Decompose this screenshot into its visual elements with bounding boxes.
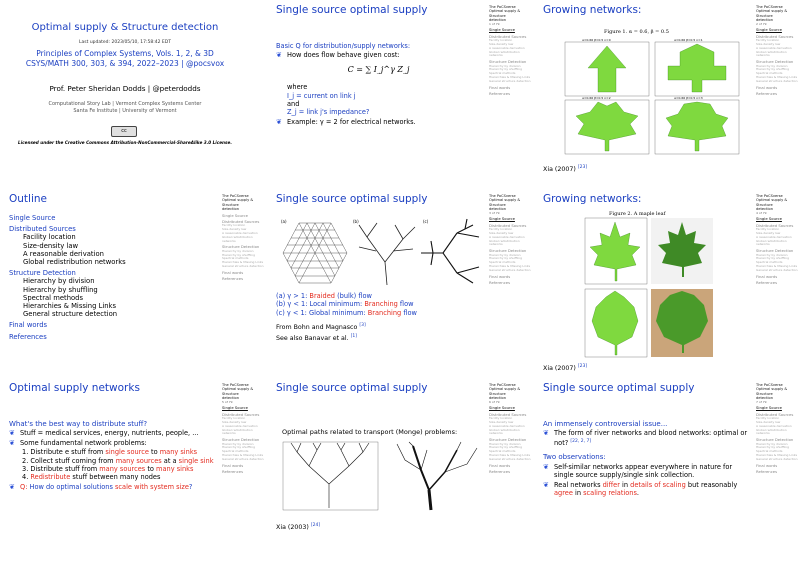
sidebar-section-link[interactable]: Final words — [489, 84, 511, 90]
sidebar-subsection-link[interactable]: Size-density law — [756, 420, 781, 425]
sidebar-section-link[interactable]: Final words — [489, 273, 511, 279]
slide-heading: Optimal supply networks — [9, 382, 140, 394]
slide-outline[interactable] — [0, 189, 266, 377]
ref-link[interactable]: [24] — [310, 523, 321, 528]
slide-title[interactable] — [0, 0, 266, 188]
problem-4: 4. Redistribute stuff between many nodes — [22, 473, 161, 482]
figure-caption: Figure 2. A maple leaf — [609, 211, 666, 217]
sidebar-subsection-link[interactable]: Global redistribution networks — [756, 238, 787, 247]
sidebar-subsection-link[interactable]: Hierarchy by division — [489, 63, 521, 68]
ref-link[interactable]: [1] — [350, 333, 358, 339]
sidebar-section-link[interactable]: Structure Detection — [756, 437, 794, 443]
sidebar-header: Optimal supply & — [756, 387, 788, 392]
sidebar-section-link[interactable]: Structure Detection — [756, 59, 794, 65]
figure-label: (c) — [423, 219, 429, 224]
sidebar-subsection-link[interactable]: General structure detection — [222, 264, 264, 269]
slide-heading: Growing networks: — [543, 4, 642, 16]
bullet: ❦ Stuff = medical services, energy, nutrients, people, ... — [9, 429, 199, 438]
slide-single-source-1[interactable] — [267, 0, 533, 188]
panel-label: α=0.66 β=0.5 n=0 — [582, 38, 611, 42]
sidebar-section-link[interactable]: Distributed Sources — [222, 219, 260, 225]
sidebar-section-link[interactable]: Final words — [222, 462, 244, 468]
sidebar-subsection-link[interactable]: Hierarchy by division — [756, 441, 788, 446]
sidebar-subsection-link[interactable]: Facility location — [489, 38, 513, 43]
figure-caption: Optimal paths related to transport (Monge) problems: — [282, 428, 458, 436]
cc-logo: cc — [111, 126, 137, 137]
maple-leaf-figure — [584, 217, 714, 359]
ref-link[interactable]: [23] — [577, 364, 588, 369]
panel-3 — [565, 100, 649, 154]
heading-controversy: An immensely controversial issue... — [543, 420, 668, 428]
sidebar-section-link[interactable]: Single Source — [756, 405, 782, 411]
sidebar-header: Optimal supply & — [222, 198, 254, 203]
pocs-bullet-icon: ❦ — [9, 438, 15, 447]
sidebar-section-link[interactable]: References — [489, 91, 511, 97]
sidebar-subsection-link[interactable]: Hierarchy by shuffling — [222, 445, 255, 450]
sidebar-header: The PoCSverse — [489, 194, 516, 198]
sidebar-section-link[interactable]: Distributed Sources — [222, 411, 260, 417]
sidebar-section-link[interactable]: Single Source — [756, 216, 782, 222]
slide-heading: Single source optimal supply — [276, 4, 428, 16]
sidebar-subsection-link[interactable]: General structure detection — [756, 267, 798, 272]
sidebar-subsection-link[interactable]: Spectral methods — [756, 71, 783, 76]
sidebar-section-link[interactable]: References — [489, 280, 511, 286]
license-text: Licensed under the Creative Commons Attribution-NonCommercial-ShareAlike 3.0 License. — [18, 140, 232, 145]
pocs-bullet-icon: ❦ — [9, 429, 15, 438]
slide-heading: Outline — [9, 193, 47, 205]
bullet: ❦ How does flow behave given cost: — [276, 51, 400, 60]
sidebar-section-link[interactable]: References — [756, 280, 778, 286]
sidebar-subsection-link[interactable]: A reasonable derivation — [756, 45, 792, 50]
nav-sidebar — [756, 194, 799, 285]
braided-flow — [283, 223, 347, 283]
ref-link[interactable]: [23] — [577, 165, 588, 170]
sidebar-section-link[interactable]: Structure Detection — [222, 244, 260, 250]
sidebar-header: The PoCSverse — [756, 5, 783, 9]
last-updated: Last updated: 2023/05/10, 17:58:42 EDT — [79, 40, 171, 45]
sidebar-subsection-link[interactable]: General structure detection — [489, 456, 531, 461]
outline-section-link[interactable]: Structure Detection — [9, 269, 76, 278]
sidebar-header: Structure — [489, 13, 506, 18]
nav-sidebar — [222, 383, 265, 474]
sidebar-subsection-link[interactable]: Global redistribution networks — [222, 234, 253, 243]
sidebar-subsection-link[interactable]: Hierarchy by shuffling — [489, 256, 522, 261]
sidebar-subsection-link[interactable]: Hierarchies & Missing Links — [489, 264, 531, 269]
sidebar-subsection-link[interactable]: Hierarchy by shuffling — [489, 67, 522, 72]
sidebar-subsection-link[interactable]: A reasonable derivation — [222, 423, 258, 428]
sidebar-header: detection — [222, 396, 239, 401]
sidebar-section-link[interactable]: Single Source — [489, 216, 515, 222]
sidebar-subsection-link[interactable]: Facility location — [756, 38, 780, 43]
sidebar-header: Structure — [756, 13, 773, 18]
sidebar-subsection-link[interactable]: Hierarchy by shuffling — [756, 445, 789, 450]
sidebar-section-link[interactable]: Distributed Sources — [489, 222, 527, 228]
sidebar-subsection-link[interactable]: Global redistribution networks — [489, 238, 520, 247]
sidebar-subsection-link[interactable]: Size-density law — [756, 42, 781, 47]
sidebar-subsection-link[interactable]: Size-density law — [222, 227, 247, 232]
sidebar-section-link[interactable]: Single Source — [222, 405, 248, 411]
sidebar-section-link[interactable]: Final words — [222, 269, 244, 275]
sidebar-section-link[interactable]: Structure Detection — [489, 248, 527, 254]
bullet: ❦ The form of river networks and blood networks: optimal or not? [22, 2, 7] — [543, 429, 748, 447]
pocs-bullet-icon: ❦ — [543, 429, 549, 438]
nav-sidebar — [489, 5, 532, 96]
sidebar-subsection-link[interactable]: Hierarchy by shuffling — [222, 252, 255, 257]
bullet: ❦ Self-similar networks appear everywhere in nature for single source supply/single sink collection. — [543, 462, 733, 480]
figure-label: (a) — [281, 219, 287, 224]
sidebar-header: Structure — [489, 391, 506, 396]
figure-caption: Figure 1. α = 0.6, β = 0.5 — [604, 29, 669, 35]
slide-heading: Single source optimal supply — [276, 193, 428, 205]
sidebar-subsection-link[interactable]: Size-density law — [489, 420, 514, 425]
sidebar-subsection-link[interactable]: Hierarchy by shuffling — [489, 445, 522, 450]
sidebar-header: The PoCSverse — [489, 383, 516, 387]
sidebar-header: detection — [489, 18, 506, 23]
panel-label: α=0.66 β=0.5 n=1 — [674, 38, 703, 42]
sidebar-header: Structure — [222, 202, 239, 207]
page-number: 7 of 79 — [756, 399, 767, 404]
sidebar-subsection-link[interactable]: General structure detection — [489, 267, 531, 272]
sidebar-header: The PoCSverse — [222, 383, 249, 387]
sidebar-header: Optimal supply & — [489, 198, 521, 203]
simulated-leaf — [585, 289, 647, 357]
sidebar-subsection-link[interactable]: Global redistribution networks — [756, 49, 787, 58]
sidebar-subsection-link[interactable]: A reasonable derivation — [756, 234, 792, 239]
sidebar-subsection-link[interactable]: Global redistribution networks — [489, 427, 520, 436]
sidebar-subsection-link[interactable]: Spectral methods — [489, 449, 516, 454]
ref-link[interactable]: [3] — [359, 323, 366, 329]
bullet: ❦ Q: How do optimal solutions scale with system size? — [9, 482, 193, 491]
page-number: 6 of 79 — [489, 399, 500, 404]
sidebar-section-link[interactable]: References — [756, 91, 778, 97]
sidebar-header: The PoCSverse — [756, 383, 783, 387]
sidebar-section-link[interactable]: Distributed Sources — [756, 33, 794, 39]
sidebar-section-link[interactable]: References — [489, 469, 511, 475]
sidebar-section-link[interactable]: References — [222, 276, 244, 282]
flow-line-b: (b) γ < 1: Local minimum: Branching flow — [276, 300, 414, 309]
panel-label: α=0.66 β=0.5 n=2 — [582, 96, 611, 100]
problem-1: 1. Distribute e stuff from single source to many sinks — [22, 448, 198, 457]
bullet: ❦ Some fundamental network problems: — [9, 438, 147, 447]
sidebar-header: detection — [489, 207, 506, 212]
panel-1 — [565, 42, 649, 96]
sidebar-subsection-link[interactable]: Hierarchies & Missing Links — [489, 453, 531, 458]
sidebar-subsection-link[interactable]: Hierarchy by division — [756, 63, 788, 68]
flow-line-a: (a) γ > 1: Braided (bulk) flow — [276, 292, 372, 300]
sidebar-subsection-link[interactable]: Spectral methods — [489, 71, 516, 76]
outline-subsection-link[interactable]: Facility location — [23, 233, 76, 242]
slide-heading: Single source optimal supply — [276, 382, 428, 394]
sidebar-subsection-link[interactable]: Hierarchies & Missing Links — [756, 453, 798, 458]
course-info: Principles of Complex Systems, Vols. 1, 2, & 3D CSYS/MATH 300, 303, & 394, 2022–2023 | @pocsvox — [25, 49, 225, 68]
panel-4 — [655, 100, 739, 154]
outline-subsection-link[interactable]: Hierarchies & Missing Links — [23, 302, 117, 311]
heading-observations: Two observations: — [543, 453, 606, 462]
sidebar-header: Structure — [222, 391, 239, 396]
sidebar-section-link[interactable]: References — [756, 469, 778, 475]
and-text: and — [287, 100, 300, 109]
sidebar-subsection-link[interactable]: A reasonable derivation — [222, 231, 258, 236]
flow-line-c: (c) γ < 1: Global minimum: Branching flow — [276, 308, 417, 317]
sidebar-subsection-link[interactable]: Hierarchy by shuffling — [756, 67, 789, 72]
slide-heading: Single source optimal supply — [543, 382, 695, 394]
global-branching-flow — [421, 219, 479, 283]
leaf-photo — [651, 289, 713, 357]
nav-sidebar — [756, 5, 799, 96]
sidebar-subsection-link[interactable]: Facility location — [222, 223, 246, 228]
outline-subsection-link[interactable]: A reasonable derivation — [23, 249, 104, 258]
outline-list — [9, 211, 219, 341]
cost-formula: C = ∑ I_j^γ Z_j — [347, 64, 410, 74]
sidebar-subsection-link[interactable]: Hierarchy by division — [489, 441, 521, 446]
sidebar-subsection-link[interactable]: Facility location — [222, 416, 246, 421]
page-number: 3 of 79 — [489, 210, 500, 215]
pocs-bullet-icon: ❦ — [543, 462, 549, 471]
slide-heading: Growing networks: — [543, 193, 642, 205]
sidebar-subsection-link[interactable]: Spectral methods — [489, 260, 516, 265]
nav-sidebar — [489, 383, 532, 474]
sidebar-subsection-link[interactable]: General structure detection — [222, 456, 264, 461]
pocs-bullet-icon: ❦ — [9, 482, 15, 491]
slide-single-source-4[interactable] — [534, 378, 800, 566]
panel-label: α=0.66 β=0.5 n=3 — [674, 96, 703, 100]
outline-subsection-link[interactable]: Size-density law — [23, 241, 79, 250]
nav-sidebar — [222, 194, 265, 282]
sidebar-subsection-link[interactable]: Global redistribution networks — [756, 427, 787, 436]
sidebar-header: Optimal supply & — [489, 387, 521, 392]
sidebar-subsection-link[interactable]: Spectral methods — [222, 449, 249, 454]
problem-2: 2. Collect stuff coming from many sources at a single sink — [22, 456, 214, 465]
question: What's the best way to distribute stuff? — [9, 420, 148, 428]
citation: Xia (2003) [24] — [276, 523, 321, 532]
sidebar-subsection-link[interactable]: Facility location — [756, 416, 780, 421]
tree-growth-figure — [562, 36, 742, 158]
outline-subsection-link[interactable]: General structure detection — [23, 310, 118, 319]
flow-figure — [281, 217, 486, 289]
sidebar-section-link[interactable]: Final words — [489, 462, 511, 468]
sidebar-subsection-link[interactable]: Spectral methods — [756, 449, 783, 454]
deck-title: Optimal supply & Structure detection — [31, 22, 219, 33]
sidebar-header: Structure — [756, 391, 773, 396]
sidebar-section-link[interactable]: Single Source — [756, 27, 782, 33]
sidebar-subsection-link[interactable]: Facility location — [489, 227, 513, 232]
slide-single-source-3[interactable] — [267, 378, 533, 566]
sidebar-subsection-link[interactable]: Hierarchy by division — [222, 248, 254, 253]
outline-section-link[interactable]: Distributed Sources — [9, 225, 76, 234]
slide-single-source-2[interactable] — [267, 189, 533, 377]
sidebar-header: The PoCSverse — [489, 5, 516, 9]
sidebar-header: detection — [756, 396, 773, 401]
slide-growing-networks-2[interactable] — [534, 189, 800, 377]
sidebar-section-link[interactable]: Single Source — [489, 405, 515, 411]
sidebar-section-link[interactable]: Final words — [756, 462, 778, 468]
sidebar-subsection-link[interactable]: Spectral methods — [756, 260, 783, 265]
sidebar-section-link[interactable]: Distributed Sources — [489, 33, 527, 39]
sidebar-section-link[interactable]: Single Source — [222, 212, 248, 218]
simulated-maple-leaf — [585, 218, 647, 284]
sidebar-section-link[interactable]: Distributed Sources — [489, 411, 527, 417]
source-note: From Bohn and Magnasco [3] — [276, 323, 366, 332]
outline-section-link[interactable]: Single Source — [9, 214, 56, 222]
sidebar-subsection-link[interactable]: Hierarchies & Missing Links — [222, 260, 264, 265]
sidebar-subsection-link[interactable]: General structure detection — [489, 78, 531, 83]
sidebar-subsection-link[interactable]: A reasonable derivation — [489, 423, 525, 428]
sidebar-subsection-link[interactable]: Hierarchy by division — [489, 252, 521, 257]
sidebar-header: detection — [756, 207, 773, 212]
where-text: where — [287, 83, 308, 92]
slide-optimal-supply-networks[interactable] — [0, 378, 266, 566]
sidebar-subsection-link[interactable]: Global redistribution networks — [489, 49, 520, 58]
sidebar-header: Optimal supply & — [222, 387, 254, 392]
page-number: 5 of 79 — [222, 399, 233, 404]
sidebar-header: The PoCSverse — [756, 194, 783, 198]
asymmetric-tree — [397, 442, 477, 510]
sidebar-header: Structure — [756, 202, 773, 207]
current-def: I_j = current on link j — [287, 91, 356, 100]
maple-leaf-photo — [651, 218, 713, 284]
sidebar-subsection-link[interactable]: Hierarchy by division — [756, 252, 788, 257]
sidebar-section-link[interactable]: Structure Detection — [756, 248, 794, 254]
bullet: ❦ Example: γ = 2 for electrical networks. — [276, 117, 416, 126]
sidebar-section-link[interactable]: Structure Detection — [222, 437, 260, 443]
page-number: 4 of 79 — [756, 210, 767, 215]
symmetric-tree — [291, 443, 369, 508]
sidebar-header: detection — [222, 207, 239, 212]
sidebar-subsection-link[interactable]: Size-density law — [756, 231, 781, 236]
slide-growing-networks-1[interactable] — [534, 0, 800, 188]
sidebar-subsection-link[interactable]: Hierarchy by division — [222, 441, 254, 446]
bullet: ❦ Real networks differ in details of scaling but reasonably agree in scaling relations. — [543, 480, 738, 498]
sidebar-header: Structure — [489, 202, 506, 207]
problem-3: 3. Distribute stuff from many sources to many sinks — [22, 465, 194, 474]
nav-sidebar — [489, 194, 532, 285]
outline-section-link[interactable]: References — [9, 332, 47, 341]
sidebar-subsection-link[interactable]: Size-density law — [489, 231, 514, 236]
sidebar-header: Optimal supply & — [756, 9, 788, 14]
sidebar-subsection-link[interactable]: A reasonable derivation — [489, 234, 525, 239]
question: Basic Q for distribution/supply networks: — [276, 42, 411, 50]
sidebar-subsection-link[interactable]: Size-density law — [489, 42, 514, 47]
sidebar-subsection-link[interactable]: Facility location — [756, 227, 780, 232]
sidebar-subsection-link[interactable]: Hierarchies & Missing Links — [222, 453, 264, 458]
see-also-note: See also Banavar et al. [1] — [276, 333, 358, 342]
sidebar-header: Optimal supply & — [756, 198, 788, 203]
pocs-bullet-icon: ❦ — [543, 480, 549, 489]
sidebar-section-link[interactable]: Single Source — [489, 27, 515, 33]
sidebar-section-link[interactable]: Distributed Sources — [756, 222, 794, 228]
figure-label: (b) — [353, 219, 359, 224]
sidebar-subsection-link[interactable]: Hierarchies & Missing Links — [756, 264, 798, 269]
outline-subsection-link[interactable]: Hierarchy by shuffling — [23, 285, 98, 294]
monge-paths-figure — [281, 440, 481, 512]
citation: Xia (2007) [23] — [543, 364, 588, 373]
outline-subsection-link[interactable]: Spectral methods — [23, 293, 84, 302]
sidebar-section-link[interactable]: Final words — [756, 273, 778, 279]
sidebar-header: detection — [756, 18, 773, 23]
sidebar-subsection-link[interactable]: A reasonable derivation — [489, 45, 525, 50]
outline-section-link[interactable]: Final words — [9, 321, 48, 330]
sidebar-subsection-link[interactable]: Spectral methods — [222, 256, 249, 261]
impedance-def: Z_j = link j's impedance? — [287, 108, 370, 117]
sidebar-subsection-link[interactable]: Hierarchies & Missing Links — [489, 75, 531, 80]
page-number: 1 of 79 — [489, 21, 500, 26]
sidebar-section-link[interactable]: Final words — [756, 84, 778, 90]
sidebar-header: Optimal supply & — [489, 9, 521, 14]
sidebar-section-link[interactable]: References — [222, 469, 244, 475]
sidebar-section-link[interactable]: Structure Detection — [489, 59, 527, 65]
sidebar-section-link[interactable]: Distributed Sources — [756, 411, 794, 417]
pocs-bullet-icon: ❦ — [276, 51, 282, 60]
sidebar-subsection-link[interactable]: Size-density law — [222, 420, 247, 425]
sidebar-subsection-link[interactable]: General structure detection — [756, 78, 798, 83]
sidebar-subsection-link[interactable]: Hierarchies & Missing Links — [756, 75, 798, 80]
sidebar-subsection-link[interactable]: General structure detection — [756, 456, 798, 461]
sidebar-header: The PoCSverse — [222, 194, 249, 198]
ref-link[interactable]: [22, 2, 7] — [570, 438, 592, 444]
page-number: 2 of 79 — [756, 21, 767, 26]
pocs-bullet-icon: ❦ — [276, 117, 282, 126]
panel-2 — [655, 42, 739, 96]
nav-sidebar — [756, 383, 799, 474]
sidebar-subsection-link[interactable]: Global redistribution networks — [222, 427, 253, 436]
affiliation: Computational Story Lab | Vermont Complex Systems Center Santa Fe Institute | University of Vermont — [48, 101, 202, 114]
local-branching-flow — [359, 223, 415, 285]
sidebar-subsection-link[interactable]: Hierarchy by shuffling — [756, 256, 789, 261]
sidebar-subsection-link[interactable]: A reasonable derivation — [756, 423, 792, 428]
outline-subsection-link[interactable]: Global redistribution networks — [23, 258, 126, 267]
author: Prof. Peter Sheridan Dodds | @peterdodds — [49, 84, 201, 93]
sidebar-subsection-link[interactable]: Facility location — [489, 416, 513, 421]
sidebar-section-link[interactable]: Structure Detection — [489, 437, 527, 443]
sidebar-header: detection — [489, 396, 506, 401]
outline-subsection-link[interactable]: Hierarchy by division — [23, 277, 95, 286]
citation: Xia (2007) [23] — [543, 165, 588, 174]
